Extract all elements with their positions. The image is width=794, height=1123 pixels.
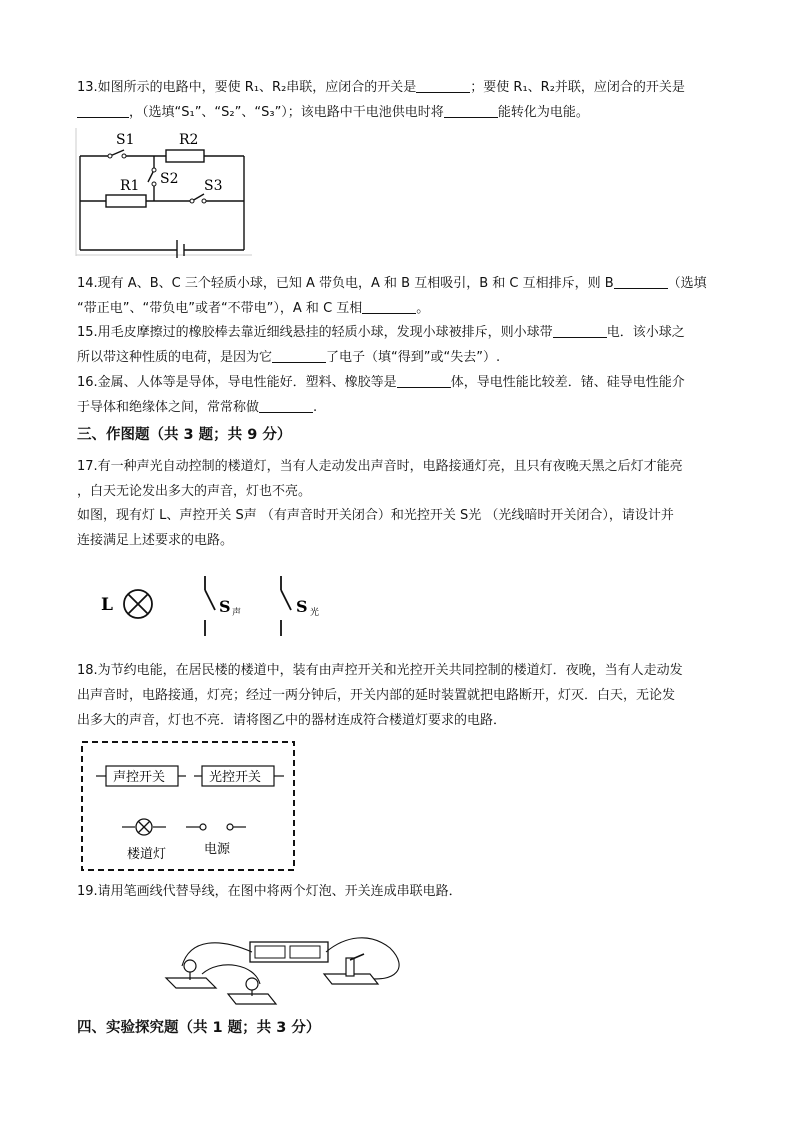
q14-blank-b-charge[interactable] <box>614 276 668 289</box>
light-switch-label: 光控开关 <box>209 770 262 785</box>
q14-line1: 14.现有 A、B、C 三个轻质小球，已知 A 带负电，A 和 B 互相吸引，B 和 C 互相排斥，则 B （选填 <box>77 276 707 291</box>
q13-blank-series[interactable] <box>416 80 470 93</box>
bulb-2-icon[interactable] <box>228 978 276 1004</box>
section-4-heading: 四、实验探究题（共 1 题；共 3 分） <box>77 1020 321 1036</box>
q19-line1: 19.请用笔画线代替导线，在图中将两个灯泡、开关连成串联电路． <box>77 884 462 899</box>
sound-switch-label: 声控开关 <box>113 770 166 785</box>
q15-line1: 15.用毛皮摩擦过的橡胶棒去靠近细线悬挂的轻质小球，发现小球被排斥，则小球带 电．该小球之 <box>77 325 685 340</box>
light-switch-symbol[interactable] <box>281 576 291 636</box>
q13-blank-energy[interactable] <box>444 105 498 118</box>
q17-line2: ，白天无论发出多大的声音，灯也不亮。 <box>77 484 312 499</box>
sound-switch-subscript: 声 <box>232 608 242 618</box>
q17-line4: 连接满足上述要求的电路。 <box>77 533 234 548</box>
label-r1: R1 <box>120 178 140 194</box>
label-s3: S3 <box>204 178 223 194</box>
q14-line2: “带正电”、“带负电”或者“不带电”），A 和 C 互相 。 <box>77 301 430 316</box>
label-r2: R2 <box>179 132 199 148</box>
label-s1: S1 <box>116 132 135 148</box>
q18-components-figure <box>80 740 296 872</box>
lamp-icon <box>124 590 152 618</box>
battery-holder[interactable] <box>250 942 328 962</box>
power-source-label: 电源 <box>204 842 231 857</box>
q18-line1: 18.为节约电能，在居民楼的楼道中，装有由声控开关和光控开关共同控制的楼道灯．夜晚，当有人走动发 <box>77 663 683 678</box>
light-switch-s: S <box>296 597 308 616</box>
sound-switch-symbol[interactable] <box>205 576 215 636</box>
q16-blank-semiconductor[interactable] <box>259 400 313 413</box>
q17-line3: 如图，现有灯 L、声控开关 S声 （有声音时开关闭合）和光控开关 S光 （光线暗时开关闭合），请设计并 <box>77 508 674 523</box>
q17-components-figure <box>95 570 345 640</box>
q16-blank-insulator[interactable] <box>397 375 451 388</box>
stair-lamp-label: 楼道灯 <box>127 847 167 862</box>
stair-lamp-icon[interactable] <box>136 819 152 835</box>
q19-apparatus-figure <box>160 928 410 1008</box>
lamp-label-l: L <box>101 595 113 615</box>
section-3-heading: 三、作图题（共 3 题；共 9 分） <box>77 427 292 443</box>
sound-switch-s: S <box>219 597 231 616</box>
q13-circuit-diagram <box>74 128 254 258</box>
q16-line2: 于导体和绝缘体之间，常常称做 . <box>77 400 318 415</box>
q15-blank-electron[interactable] <box>272 350 326 363</box>
label-s2: S2 <box>160 171 179 187</box>
q18-line2: 出声音时，电路接通，灯亮；经过一两分钟后，开关内部的延时装置就把电路断开，灯灭．白天，无论发 <box>77 688 676 703</box>
q13-line2: ，（选填“S₁”、“S₂”、“S₃”）；该电路中干电池供电时将 能转化为电能。 <box>77 104 589 122</box>
q13-blank-parallel[interactable] <box>77 105 129 118</box>
q14-blank-ac[interactable] <box>362 301 416 314</box>
bulb-1-icon[interactable] <box>166 960 216 988</box>
q17-line1: 17.有一种声光自动控制的楼道灯，当有人走动发出声音时，电路接通灯亮，且只有夜晚天黑之后灯才能亮 <box>77 459 683 474</box>
q15-line2: 所以带这种性质的电荷，是因为它 了电子（填“得到”或“失去”）. <box>77 350 501 365</box>
q18-line3: 出多大的声音，灯也不亮．请将图乙中的器材连成符合楼道灯要求的电路． <box>77 713 507 728</box>
q13-line1: 13.如图所示的电路中，要使 R₁、R₂串联，应闭合的开关是 ；要使 R₁、R₂并联，应闭合的开关是 <box>77 80 685 95</box>
q16-line1: 16.金属、人体等是导体，导电性能好．塑料、橡胶等是 体，导电性能比较差．锗、硅导电性能介 <box>77 375 685 390</box>
switch-icon[interactable] <box>324 954 378 984</box>
q15-blank-charge[interactable] <box>553 325 607 338</box>
light-switch-subscript: 光 <box>310 608 320 618</box>
